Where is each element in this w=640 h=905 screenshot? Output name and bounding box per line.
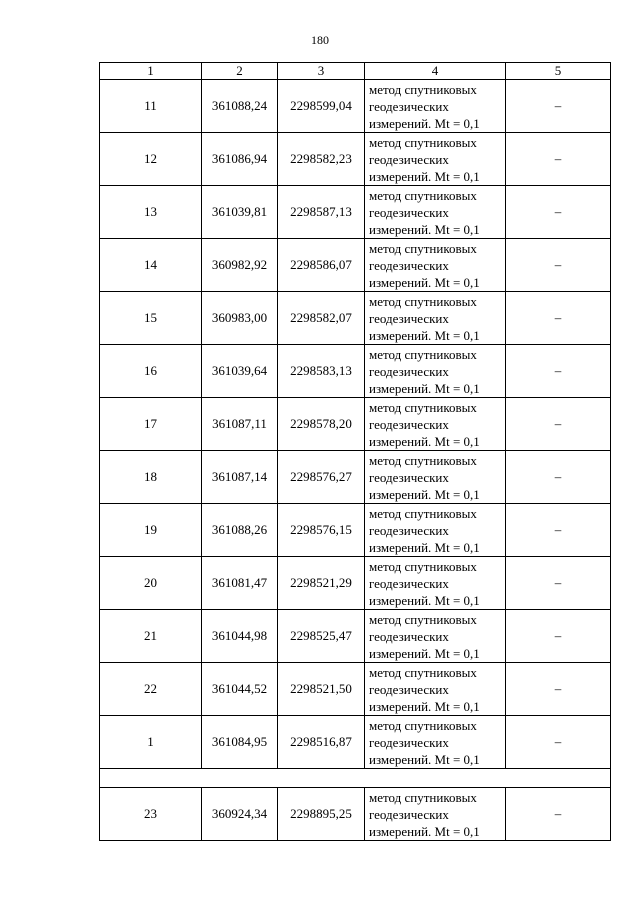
header-col-4: 4 — [365, 63, 506, 80]
method-description — [365, 504, 506, 557]
coordinate-y: 2298586,07 — [278, 239, 365, 292]
method-text: метод спутниковых геодезических измерений. Mt = 0,1 — [369, 135, 480, 184]
point-number: 22 — [100, 663, 202, 716]
coordinate-x: 361087,11 — [202, 398, 278, 451]
coordinate-x: 361044,98 — [202, 610, 278, 663]
note-dash: – — [506, 504, 611, 557]
table-row — [100, 398, 611, 451]
method-description — [365, 557, 506, 610]
coordinate-x: 361087,14 — [202, 451, 278, 504]
table-row — [100, 451, 611, 504]
method-text: метод спутниковых геодезических измерений. Mt = 0,1 — [369, 453, 480, 502]
point-number: 17 — [100, 398, 202, 451]
point-number: 20 — [100, 557, 202, 610]
method-description — [365, 239, 506, 292]
table-row — [100, 292, 611, 345]
note-dash: – — [506, 186, 611, 239]
coordinate-x: 360924,34 — [202, 788, 278, 841]
table-row — [100, 186, 611, 239]
point-number: 12 — [100, 133, 202, 186]
coordinate-y: 2298521,50 — [278, 663, 365, 716]
note-dash: – — [506, 292, 611, 345]
coordinate-x: 361039,64 — [202, 345, 278, 398]
point-number: 21 — [100, 610, 202, 663]
table-row — [100, 504, 611, 557]
coordinate-y: 2298576,27 — [278, 451, 365, 504]
note-dash: – — [506, 716, 611, 769]
method-text: метод спутниковых геодезических измерений. Mt = 0,1 — [369, 612, 480, 661]
method-text: метод спутниковых геодезических измерений. Mt = 0,1 — [369, 506, 480, 555]
method-description — [365, 451, 506, 504]
point-number: 13 — [100, 186, 202, 239]
coordinate-x: 361081,47 — [202, 557, 278, 610]
method-description — [365, 80, 506, 133]
coordinate-x: 361084,95 — [202, 716, 278, 769]
header-col-5: 5 — [506, 63, 611, 80]
note-dash: – — [506, 557, 611, 610]
coordinate-x: 361088,24 — [202, 80, 278, 133]
note-dash: – — [506, 451, 611, 504]
coordinate-x: 361044,52 — [202, 663, 278, 716]
table-row — [100, 610, 611, 663]
method-description — [365, 186, 506, 239]
coordinate-y: 2298521,29 — [278, 557, 365, 610]
method-text: метод спутниковых геодезических измерений. Mt = 0,1 — [369, 294, 480, 343]
header-col-2: 2 — [202, 63, 278, 80]
note-dash: – — [506, 610, 611, 663]
coordinate-x: 360982,92 — [202, 239, 278, 292]
method-description — [365, 133, 506, 186]
point-number: 16 — [100, 345, 202, 398]
point-number: 1 — [100, 716, 202, 769]
table-row — [100, 788, 611, 841]
coordinate-y: 2298516,87 — [278, 716, 365, 769]
coordinates-table — [99, 62, 611, 841]
note-dash: – — [506, 133, 611, 186]
method-description — [365, 345, 506, 398]
method-text: метод спутниковых геодезических измерений. Mt = 0,1 — [369, 241, 480, 290]
table-row — [100, 345, 611, 398]
point-number: 18 — [100, 451, 202, 504]
table-gap-row — [100, 769, 611, 788]
note-dash: – — [506, 345, 611, 398]
header-col-1: 1 — [100, 63, 202, 80]
note-dash: – — [506, 80, 611, 133]
gap-cell — [100, 769, 611, 788]
method-text: метод спутниковых геодезических измерений. Mt = 0,1 — [369, 188, 480, 237]
method-description — [365, 663, 506, 716]
table-header-row — [100, 63, 611, 80]
coordinate-y: 2298587,13 — [278, 186, 365, 239]
coordinate-y: 2298599,04 — [278, 80, 365, 133]
method-text: метод спутниковых геодезических измерений. Mt = 0,1 — [369, 559, 480, 608]
table-row — [100, 663, 611, 716]
method-description — [365, 716, 506, 769]
note-dash: – — [506, 398, 611, 451]
table-row — [100, 557, 611, 610]
table-row — [100, 80, 611, 133]
coordinate-y: 2298582,23 — [278, 133, 365, 186]
coordinate-x: 361086,94 — [202, 133, 278, 186]
method-text: метод спутниковых геодезических измерений. Mt = 0,1 — [369, 400, 480, 449]
coordinate-y: 2298525,47 — [278, 610, 365, 663]
page-number: 180 — [311, 33, 329, 47]
point-number: 11 — [100, 80, 202, 133]
point-number: 15 — [100, 292, 202, 345]
method-description — [365, 398, 506, 451]
method-text: метод спутниковых геодезических измерений. Mt = 0,1 — [369, 718, 480, 767]
note-dash: – — [506, 663, 611, 716]
method-text: метод спутниковых геодезических измерений. Mt = 0,1 — [369, 665, 480, 714]
coordinate-y: 2298583,13 — [278, 345, 365, 398]
coordinate-x: 361039,81 — [202, 186, 278, 239]
method-description — [365, 610, 506, 663]
method-text: метод спутниковых геодезических измерений. Mt = 0,1 — [369, 347, 480, 396]
method-description — [365, 788, 506, 841]
table-row — [100, 133, 611, 186]
coordinate-y: 2298578,20 — [278, 398, 365, 451]
method-text: метод спутниковых геодезических измерений. Mt = 0,1 — [369, 82, 480, 131]
header-col-3: 3 — [278, 63, 365, 80]
point-number: 19 — [100, 504, 202, 557]
point-number: 23 — [100, 788, 202, 841]
coordinate-x: 360983,00 — [202, 292, 278, 345]
coordinate-x: 361088,26 — [202, 504, 278, 557]
coordinate-y: 2298576,15 — [278, 504, 365, 557]
table-row — [100, 239, 611, 292]
coordinate-y: 2298895,25 — [278, 788, 365, 841]
method-text: метод спутниковых геодезических измерений. Mt = 0,1 — [369, 790, 480, 839]
point-number: 14 — [100, 239, 202, 292]
note-dash: – — [506, 788, 611, 841]
table-row — [100, 716, 611, 769]
note-dash: – — [506, 239, 611, 292]
method-description — [365, 292, 506, 345]
coordinate-y: 2298582,07 — [278, 292, 365, 345]
